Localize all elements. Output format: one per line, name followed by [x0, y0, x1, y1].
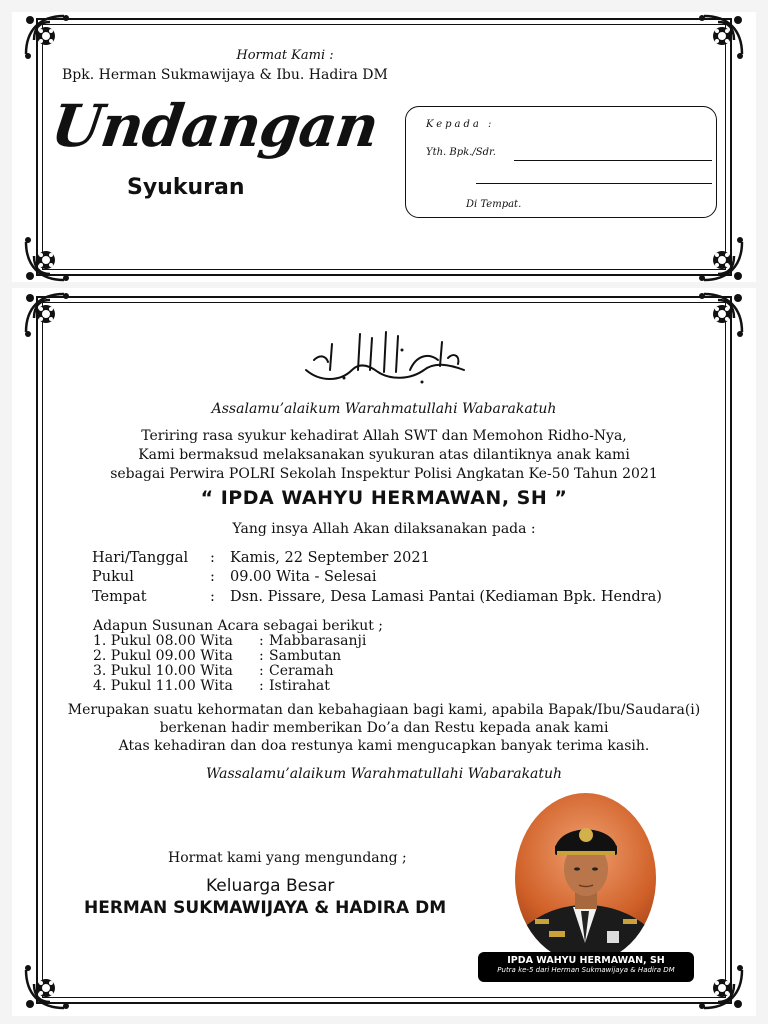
detail-value: Kamis, 22 September 2021 — [230, 550, 430, 566]
invitation-subtitle: Syukuran — [127, 175, 245, 200]
agenda-title: Adapun Susunan Acara sebagai berikut ; — [93, 618, 384, 634]
agenda-time: 3. Pukul 10.00 Wita — [93, 663, 233, 679]
address-yth-label: Yth. Bpk./Sdr. — [426, 147, 496, 158]
ornament-corner-icon — [692, 288, 748, 344]
portrait-photo — [515, 793, 656, 963]
agenda-colon: : — [259, 663, 264, 679]
address-line — [476, 183, 712, 184]
address-kepada-label: Kepada : — [426, 119, 495, 130]
closing-salam: Wassalamu’alaikum Warahmatullahi Wabarakatuh — [205, 766, 563, 782]
ornament-corner-icon — [692, 10, 748, 66]
closing-line: berkenan hadir memberikan Do’a dan Restu kepada anak kami — [159, 720, 609, 736]
detail-value: Dsn. Pissare, Desa Lamasi Pantai (Kediaman Bpk. Hendra) — [230, 589, 662, 605]
detail-label: Tempat — [92, 589, 147, 605]
agenda-name: Sambutan — [269, 648, 342, 664]
ornament-corner-icon — [692, 230, 748, 286]
agenda-colon: : — [259, 678, 264, 694]
opening-salam: Assalamu’alaikum Warahmatullahi Wabarakatuh — [211, 401, 557, 417]
agenda-time: 2. Pukul 09.00 Wita — [93, 648, 233, 664]
ornament-corner-icon — [20, 958, 76, 1014]
hormat-kami-label: Hormat Kami : — [236, 48, 334, 63]
detail-colon: : — [210, 589, 215, 605]
agenda-time: 4. Pukul 11.00 Wita — [93, 678, 233, 694]
address-line — [514, 160, 712, 161]
family-name: HERMAN SUKMAWIJAYA & HADIRA DM — [84, 898, 447, 918]
intro-line: Teriring rasa syukur kehadirat Allah SWT dan Memohon Ridho-Nya, — [141, 428, 627, 444]
address-box — [405, 106, 717, 218]
detail-label: Pukul — [92, 569, 134, 585]
detail-colon: : — [210, 569, 215, 585]
detail-value: 09.00 Wita - Selesai — [230, 569, 377, 585]
family-line: Keluarga Besar — [206, 876, 335, 896]
agenda-time: 1. Pukul 08.00 Wita — [93, 633, 233, 649]
invitor-label: Hormat kami yang mengundang ; — [168, 850, 407, 866]
detail-colon: : — [210, 550, 215, 566]
detail-label: Hari/Tanggal — [92, 550, 189, 566]
agenda-colon: : — [259, 648, 264, 664]
sender-name: Bpk. Herman Sukmawijaya & Ibu. Hadira DM — [62, 67, 388, 83]
intro-line: sebagai Perwira POLRI Sekolah Inspektur Polisi Angkatan Ke-50 Tahun 2021 — [110, 466, 658, 482]
agenda-name: Ceramah — [269, 663, 334, 679]
invitation-title: Undangan — [47, 92, 383, 160]
closing-line: Atas kehadiran dan doa restunya kami mengucapkan banyak terima kasih. — [118, 738, 650, 754]
intro-line: Kami bermaksud melaksanakan syukuran atas dilantiknya anak kami — [138, 447, 630, 463]
photo-caption — [478, 952, 694, 982]
photo-caption-subtitle: Putra ke-5 dari Herman Sukmawijaya & Hadira DM — [497, 966, 675, 974]
photo-caption-name: IPDA WAHYU HERMAWAN, SH — [507, 955, 665, 966]
address-tempat-label: Di Tempat. — [466, 199, 522, 210]
closing-line: Merupakan suatu kehormatan dan kebahagiaan bagi kami, apabila Bapak/Ibu/Saudara(i) — [67, 702, 701, 718]
honoree-name: “ IPDA WAHYU HERMAWAN, SH ” — [200, 487, 568, 509]
agenda-name: Mabbarasanji — [269, 633, 367, 649]
ornament-corner-icon — [20, 230, 76, 286]
agenda-name: Istirahat — [269, 678, 330, 694]
ornament-corner-icon — [692, 958, 748, 1014]
schedule-intro: Yang insya Allah Akan dilaksanakan pada : — [232, 521, 536, 537]
ornament-corner-icon — [20, 288, 76, 344]
agenda-colon: : — [259, 633, 264, 649]
bismillah-calligraphy-icon — [300, 326, 470, 388]
